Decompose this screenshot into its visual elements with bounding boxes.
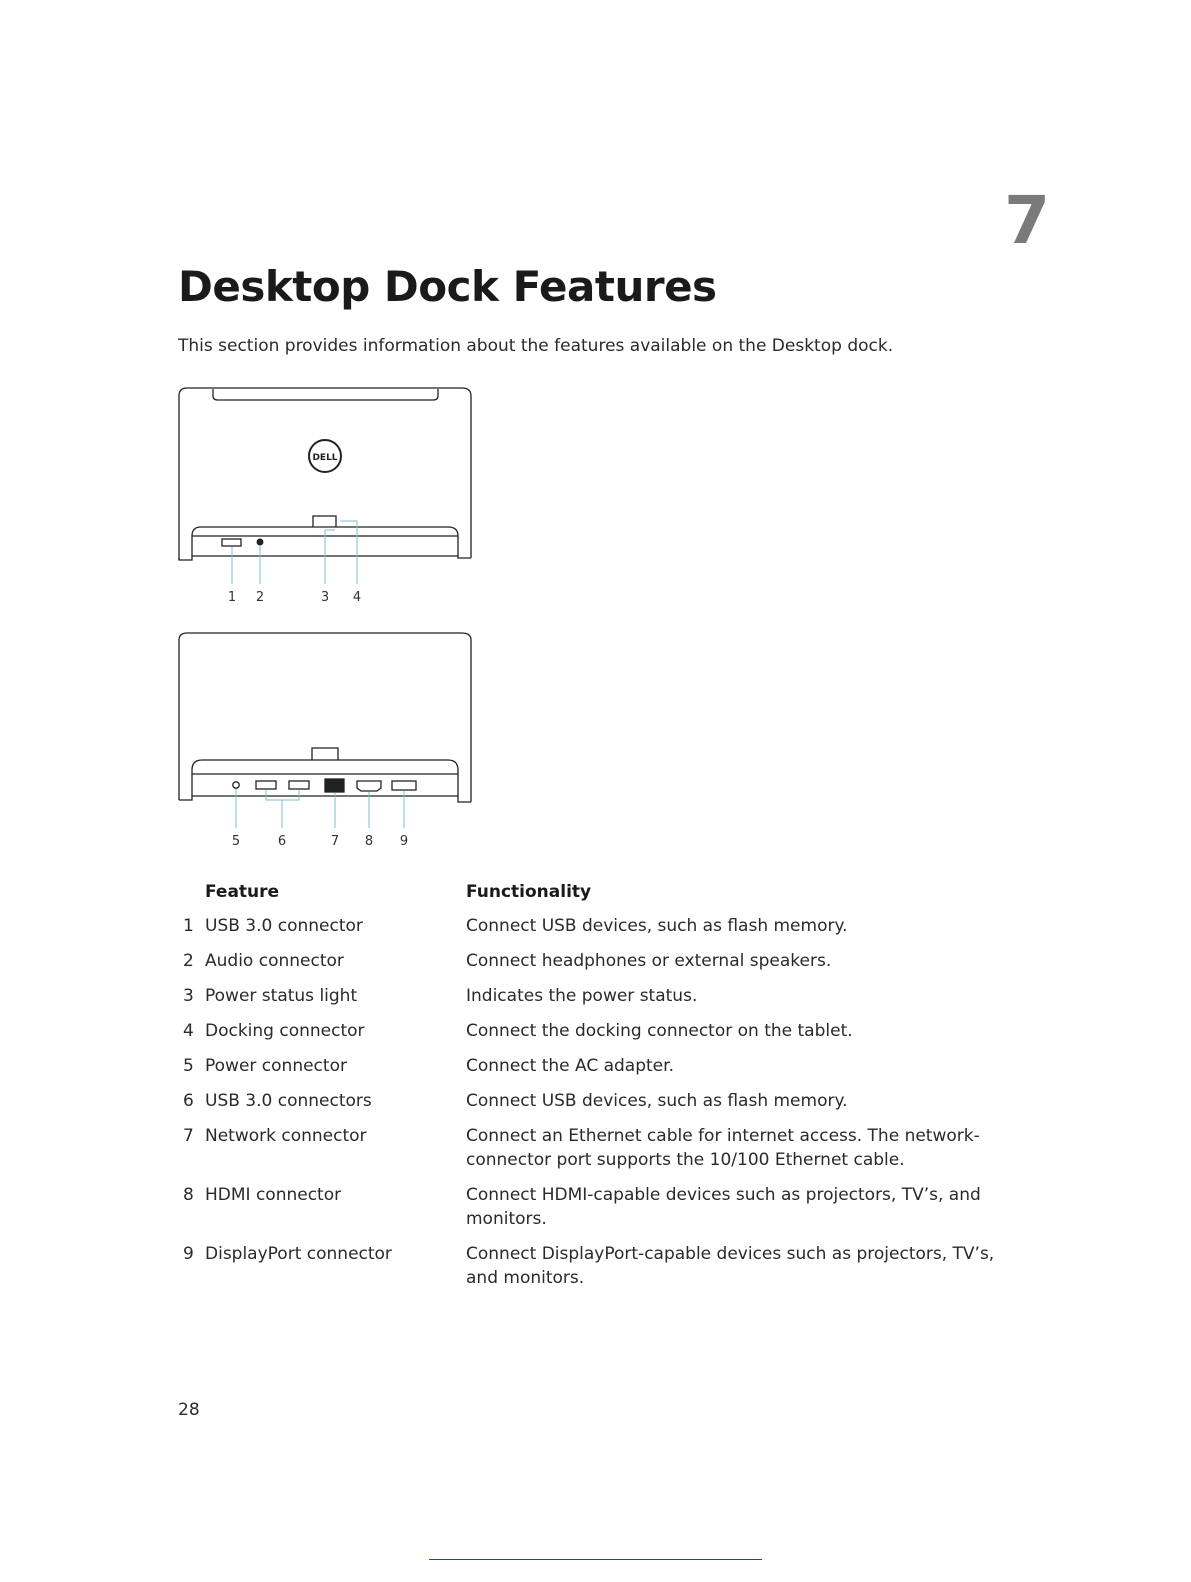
usb-port-back-a [256,781,276,789]
feature-cell: HDMI connector [205,1185,342,1205]
functionality-cell: Connect headphones or external speakers. [466,951,832,971]
row-number: 1 [183,916,194,936]
table-row [178,1050,1028,1085]
usb-port-back-b [289,781,309,789]
functionality-cell: Connect HDMI-capable devices such as projectors, TV’s, and monitors. [466,1185,981,1229]
intro-paragraph: This section provides information about the features available on the Desktop dock. [178,336,894,356]
table-row [178,1085,1028,1120]
table-row [178,1120,1028,1179]
functionality-cell: Connect USB devices, such as flash memory. [466,916,848,936]
table-row [178,1179,1028,1238]
row-number: 4 [183,1021,194,1041]
callout-line-3 [325,530,335,584]
table-row [178,910,1028,945]
callout-label-4: 4 [352,590,362,605]
table-row [178,980,1028,1015]
functionality-cell: Connect DisplayPort-capable devices such as projectors, TV’s, and monitors. [466,1244,995,1288]
functionality-cell: Connect an Ethernet cable for internet access. The network-connector port supports the 10/100 Ethernet cable. [466,1126,980,1170]
header-num [178,882,205,910]
callout-label-7: 7 [330,834,340,849]
callout-label-1: 1 [227,590,237,605]
row-number: 5 [183,1056,194,1076]
header-feature: Feature [205,882,280,902]
page-title: Desktop Dock Features [178,262,717,311]
functionality-cell: Connect the docking connector on the tablet. [466,1021,853,1041]
functionality-cell: Indicates the power status. [466,986,698,1006]
usb-port-front [222,539,241,546]
row-number: 8 [183,1185,194,1205]
page-number: 28 [178,1400,200,1420]
table-header-row [178,882,1028,910]
feature-cell: Network connector [205,1126,367,1146]
callout-label-6: 6 [277,834,287,849]
audio-jack [257,539,263,545]
callout-label-3: 3 [320,590,330,605]
table-row [178,1238,1028,1297]
row-number: 3 [183,986,194,1006]
feature-cell: Docking connector [205,1021,365,1041]
displayport-port [392,781,416,790]
dell-logo-text: DELL [312,453,338,463]
feature-cell: Power connector [205,1056,347,1076]
dock-back-illustration [172,626,478,852]
dock-front-illustration [172,382,478,608]
callout-line-4 [340,521,357,584]
functionality-cell: Connect USB devices, such as flash memory. [466,1091,848,1111]
dock-back-body-outline [179,633,471,802]
feature-cell: Audio connector [205,951,344,971]
row-number: 7 [183,1126,194,1146]
table-row [178,1015,1028,1050]
feature-cell: DisplayPort connector [205,1244,392,1264]
table-row [178,945,1028,980]
tablet-slot [213,389,438,400]
chapter-number: 7 [1004,182,1050,259]
callout-label-9: 9 [399,834,409,849]
network-port [325,779,344,792]
callout-label-8: 8 [364,834,374,849]
docking-connector-shape [313,516,336,527]
features-table [178,882,1028,1297]
hdmi-port [357,781,381,791]
row-number: 9 [183,1244,194,1264]
callout-label-5: 5 [231,834,241,849]
functionality-cell: Connect the AC adapter. [466,1056,674,1076]
row-number: 2 [183,951,194,971]
callout-label-2: 2 [255,590,265,605]
feature-cell: Power status light [205,986,358,1006]
dell-logo [309,440,341,472]
power-connector-port [233,782,239,788]
feature-cell: USB 3.0 connector [205,916,363,936]
footer-link-underline[interactable] [429,1559,762,1560]
row-number: 6 [183,1091,194,1111]
feature-cell: USB 3.0 connectors [205,1091,372,1111]
header-functionality: Functionality [466,882,592,902]
